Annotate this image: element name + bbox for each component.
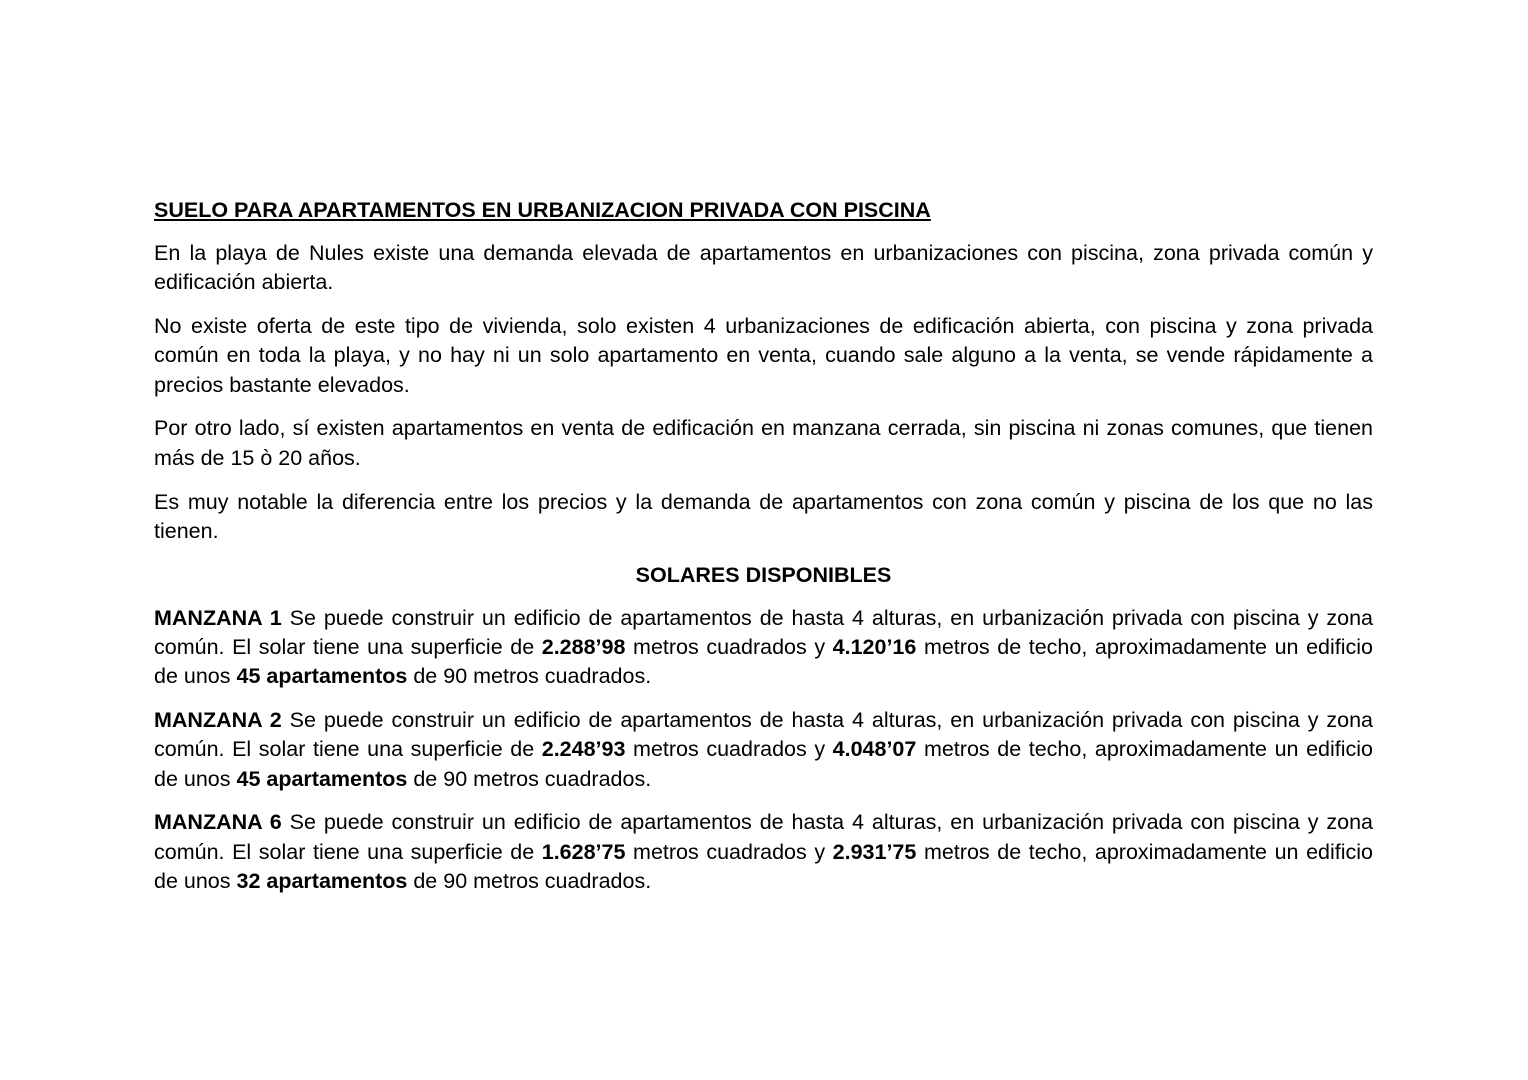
- manzana-superficie: 1.628’75: [541, 839, 626, 864]
- manzana-apartamentos: 32 apartamentos: [236, 869, 408, 894]
- manzana-text: de 90 metros cuadrados.: [407, 869, 652, 894]
- manzana-paragraph: [154, 706, 1373, 794]
- section-title-solares: SOLARES DISPONIBLES: [635, 562, 892, 587]
- manzana-superficie: 2.288’98: [541, 634, 626, 659]
- paragraph-demand: En la playa de Nules existe una demanda elevada de apartamentos en urbanizaciones con piscina, zona privada común y edificación abierta.: [154, 241, 1373, 295]
- manzana-text: de 90 metros cuadrados.: [407, 766, 652, 791]
- manzana-paragraph: [154, 808, 1373, 896]
- paragraph-closed-block: Por otro lado, sí existen apartamentos en venta de edificación en manzana cerrada, sin piscina ni zonas comunes, que tienen más de 15 ò 20 años.: [154, 416, 1373, 470]
- manzana-label: MANZANA 1: [154, 605, 282, 630]
- manzana-text: Se puede construir un edificio de apartamentos de hasta 4 alturas, en urbanización privada con piscina y zona común. El solar tiene una superficie de: [154, 708, 1374, 762]
- manzana-text: metros cuadrados y: [625, 634, 833, 659]
- manzana-text: metros de techo, aproximadamente un edificio de unos: [154, 634, 1373, 689]
- manzana-text: metros de techo, aproximadamente un edificio de unos: [154, 839, 1373, 894]
- paragraph-offer: No existe oferta de este tipo de vivienda, solo existen 4 urbanizaciones de edificación abierta, con piscina y zona privada común en toda la playa, y no hay ni un solo apartamento en venta, cuando sale alguno a la venta, se vende rápidamente a precios bastante elevados.: [154, 314, 1373, 397]
- manzana-superficie: 2.248’93: [541, 737, 626, 762]
- manzana-label: MANZANA 2: [154, 708, 282, 733]
- manzana-text: metros cuadrados y: [625, 839, 833, 864]
- manzana-techo: 4.048’07: [832, 737, 917, 762]
- manzana-apartamentos: 45 apartamentos: [236, 766, 408, 791]
- paragraph-price-difference: Es muy notable la diferencia entre los precios y la demanda de apartamentos con zona común y piscina de los que no las tienen.: [154, 489, 1373, 543]
- manzana-text: de 90 metros cuadrados.: [407, 664, 652, 689]
- manzana-text: metros cuadrados y: [625, 737, 833, 762]
- manzana-text: Se puede construir un edificio de apartamentos de hasta 4 alturas, en urbanización privada con piscina y zona común. El solar tiene una superficie de: [154, 810, 1374, 864]
- manzana-label: MANZANA 6: [154, 810, 282, 835]
- manzana-paragraph: [154, 604, 1373, 692]
- manzana-techo: 4.120’16: [832, 634, 917, 659]
- manzana-techo: 2.931’75: [832, 839, 917, 864]
- manzana-apartamentos: 45 apartamentos: [236, 664, 408, 689]
- document-title: SUELO PARA APARTAMENTOS EN URBANIZACION PRIVADA CON PISCINA: [154, 198, 931, 222]
- manzana-text: Se puede construir un edificio de apartamentos de hasta 4 alturas, en urbanización privada con piscina y zona común. El solar tiene una superficie de: [154, 605, 1374, 659]
- document-page: [154, 196, 1373, 911]
- manzana-text: metros de techo, aproximadamente un edificio de unos: [154, 737, 1373, 791]
